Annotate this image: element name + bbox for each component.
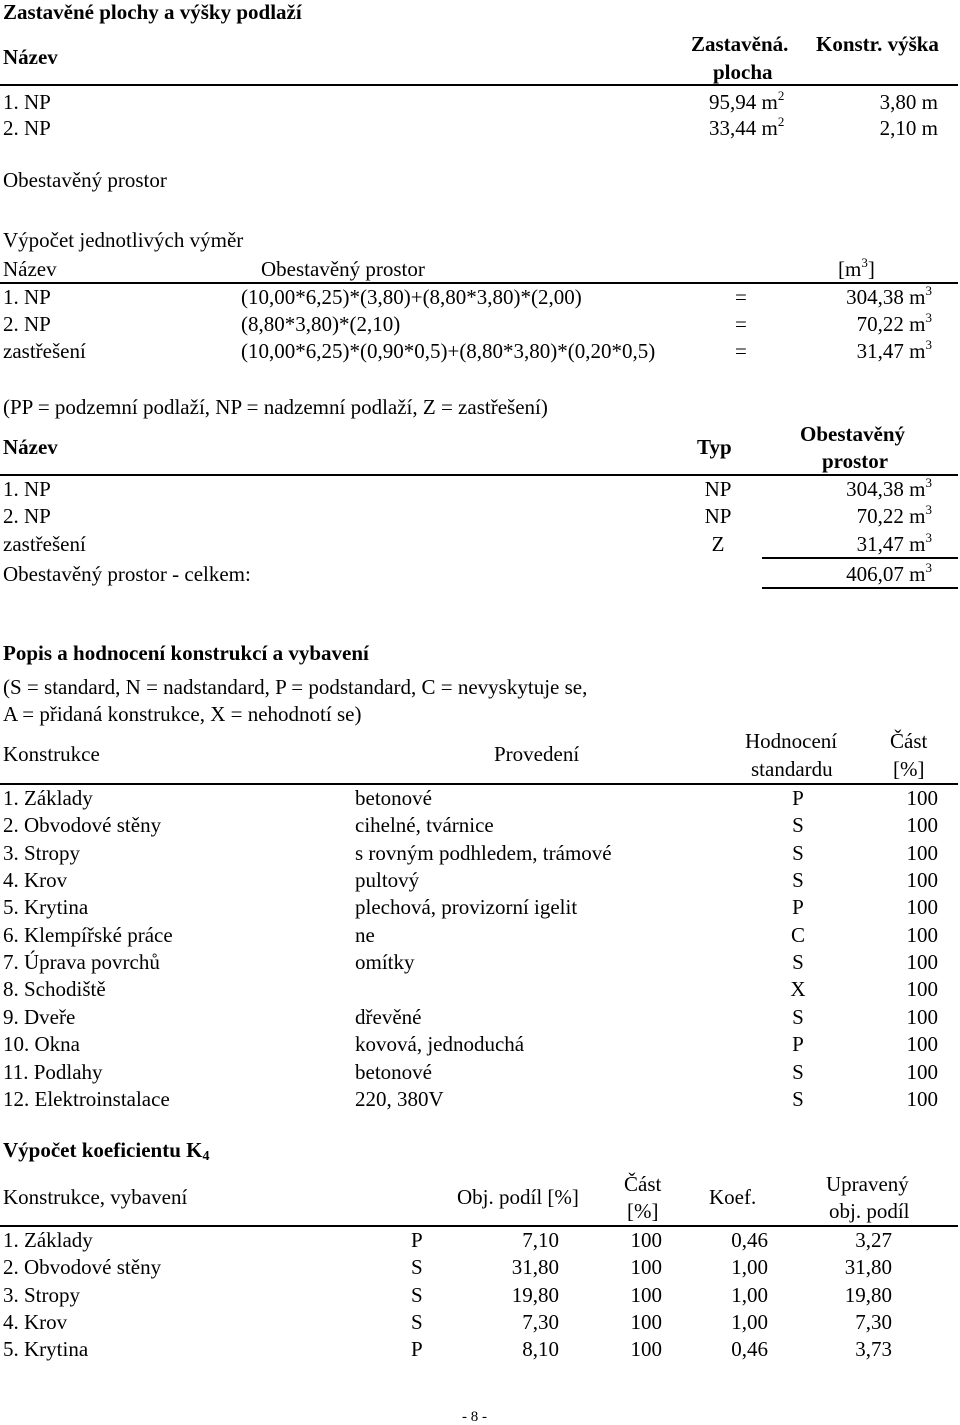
col-header-name: Název — [3, 257, 57, 281]
structure-row-share: 100 — [906, 1004, 938, 1029]
structure-row-share: 100 — [906, 895, 938, 920]
col-header-space-line2: prostor — [822, 449, 889, 473]
col-header-rating-line1: Hodnocení — [745, 729, 838, 753]
col-header-share-line2: [%] — [627, 1199, 659, 1223]
structure-row-rating: P — [792, 786, 804, 810]
coef-row-adjusted: 19,80 — [844, 1282, 892, 1307]
calc-row-value: 70,22 $m^3$ — [856, 310, 932, 336]
coef-row-coef: 1,00 — [731, 1309, 768, 1334]
area-row-height: 3,80 m — [879, 90, 938, 114]
structure-row-rating: X — [790, 977, 806, 1002]
structure-row-execution: s rovným podhledem, trámové — [355, 840, 612, 865]
structure-row-name: 1. Základy — [3, 786, 93, 810]
summary-row-name: zastřešení — [3, 532, 86, 556]
section-title-built-up-areas: Zastavěné plochy a výšky podlaží — [3, 0, 302, 24]
rating-legend-line2: A = přidaná konstrukce, X = nehodnotí se) — [3, 702, 362, 726]
calc-row-value: 31,47 $m^3$ — [856, 337, 932, 363]
coef-row-rating: P — [411, 1337, 423, 1362]
total-rule — [762, 587, 958, 589]
structure-row-name: 6. Klempířské práce — [3, 922, 173, 947]
coef-row-coef: 1,00 — [731, 1255, 768, 1280]
col-header-share-line1: Část — [624, 1172, 662, 1196]
structure-row-share: 100 — [906, 813, 938, 838]
floor-type-legend: (PP = podzemní podlaží, NP = nadzemní podlaží, Z = zastřešení) — [3, 395, 548, 419]
coef-row-obj-share: 7,10 — [522, 1228, 559, 1252]
coef-row-obj-share: 8,10 — [522, 1337, 559, 1362]
structure-row-execution: dřevěné — [355, 1004, 422, 1029]
coef-row-name: 5. Krytina — [3, 1337, 89, 1362]
structure-row-share: 100 — [906, 786, 938, 810]
structure-row-share: 100 — [906, 840, 938, 865]
coef-row-coef: 1,00 — [731, 1282, 768, 1307]
summary-row-type: NP — [704, 504, 732, 528]
col-header-construction: Konstrukce — [3, 742, 100, 766]
rating-legend-line1: (S = standard, N = nadstandard, P = podstandard, C = nevyskytuje se, — [3, 675, 588, 699]
structure-row-rating: S — [792, 1004, 804, 1029]
section-title-structures: Popis a hodnocení konstrukcí a vybavení — [3, 641, 369, 665]
structure-row-rating: P — [792, 1032, 804, 1057]
header-rule — [0, 474, 958, 476]
structure-row-rating: S — [792, 813, 804, 838]
col-header-coef: Koef. — [709, 1185, 757, 1209]
coef-row-coef: 0,46 — [731, 1337, 768, 1362]
calc-row-name: zastřešení — [3, 339, 86, 363]
col-header-name: Název — [3, 435, 58, 459]
col-header-share-line1: Část — [890, 729, 928, 753]
summary-row-value: 70,22 $m^3$ — [856, 502, 932, 528]
structure-row-share: 100 — [906, 950, 938, 975]
structure-row-rating: S — [792, 1086, 804, 1111]
col-header-obj-share: Obj. podíl [%] — [457, 1185, 579, 1209]
coef-row-name: 2. Obvodové stěny — [3, 1255, 162, 1280]
coef-row-adjusted: 7,30 — [855, 1309, 892, 1334]
header-rule — [0, 282, 958, 284]
calc-row-equals: = — [735, 285, 747, 309]
col-header-execution: Provedení — [494, 742, 580, 766]
summary-row-name: 2. NP — [3, 504, 51, 528]
total-value: 406,07 $m^3$ — [846, 560, 932, 586]
area-row-name: 1. NP — [3, 90, 51, 114]
calc-row-name: 2. NP — [3, 312, 51, 336]
structure-row-execution: ne — [355, 922, 375, 947]
area-row-height: 2,10 m — [879, 116, 938, 140]
structure-row-rating: P — [792, 895, 804, 920]
structure-row-execution: betonové — [355, 1059, 432, 1084]
col-header-share-line2: [%] — [893, 757, 925, 781]
structure-row-share: 100 — [906, 922, 938, 947]
structure-row-rating: S — [792, 868, 804, 893]
coef-row-name: 3. Stropy — [3, 1282, 81, 1307]
structure-row-name: 9. Dveře — [3, 1004, 76, 1029]
structure-row-share: 100 — [906, 868, 938, 893]
summary-row-type: NP — [704, 477, 732, 501]
col-header-height: Konstr. výška — [816, 32, 939, 56]
section-title-coefficient: Výpočet koeficientu $K_4$ — [3, 1138, 210, 1164]
coef-row-coef: 0,46 — [731, 1228, 768, 1252]
structure-row-name: 7. Úprava povrchů — [3, 950, 160, 975]
coef-row-share: 100 — [630, 1309, 662, 1334]
subsection-title-calculation: Výpočet jednotlivých výměr — [3, 228, 244, 252]
col-header-area-line1: Zastavěná. — [691, 32, 789, 56]
structure-row-name: 8. Schodiště — [3, 977, 106, 1002]
area-row-value: 95,94 $m^2$ — [709, 88, 785, 114]
col-header-type: Typ — [697, 435, 732, 459]
coef-row-share: 100 — [630, 1282, 662, 1307]
coef-row-adjusted: 31,80 — [844, 1255, 892, 1280]
sum-rule — [762, 557, 958, 559]
structure-row-name: 5. Krytina — [3, 895, 89, 920]
structure-row-execution: pultový — [355, 868, 420, 893]
coef-row-name: 1. Základy — [3, 1228, 93, 1252]
structure-row-execution: betonové — [355, 786, 432, 810]
structure-row-execution: kovová, jednoduchá — [355, 1032, 525, 1057]
structure-row-name: 10. Okna — [3, 1032, 80, 1057]
calc-row-formula: (8,80*3,80)*(2,10) — [241, 312, 401, 336]
structure-row-rating: S — [792, 1059, 804, 1084]
structure-row-name: 2. Obvodové stěny — [3, 813, 162, 838]
col-header-unit: $[m^3]$ — [838, 255, 875, 281]
coef-row-obj-share: 19,80 — [511, 1282, 559, 1307]
structure-row-name: 3. Stropy — [3, 840, 81, 865]
structure-row-name: 4. Krov — [3, 868, 68, 893]
coef-row-rating: P — [411, 1228, 423, 1252]
col-header-space: Obestavěný prostor — [261, 257, 425, 281]
coef-row-rating: S — [411, 1255, 423, 1280]
structure-row-name: 11. Podlahy — [3, 1059, 103, 1084]
structure-row-execution: 220, 380V — [355, 1086, 444, 1111]
structure-row-execution: cihelné, tvárnice — [355, 813, 494, 838]
calc-row-equals: = — [735, 312, 747, 336]
coef-row-rating: S — [411, 1309, 423, 1334]
coef-row-obj-share: 31,80 — [511, 1255, 559, 1280]
coef-row-obj-share: 7,30 — [522, 1309, 559, 1334]
calc-row-equals: = — [735, 339, 747, 363]
structure-row-rating: C — [790, 922, 805, 947]
col-header-rating-line2: standardu — [751, 757, 833, 781]
structure-row-execution: plechová, provizorní igelit — [355, 895, 578, 920]
calc-row-name: 1. NP — [3, 285, 51, 309]
structure-row-name: 12. Elektroinstalace — [3, 1086, 170, 1111]
total-label: Obestavěný prostor - celkem: — [3, 562, 251, 586]
summary-row-name: 1. NP — [3, 477, 51, 501]
col-header-adjusted-line1: Upravený — [826, 1172, 909, 1196]
coef-row-share: 100 — [630, 1337, 662, 1362]
area-row-name: 2. NP — [3, 116, 51, 140]
coef-row-adjusted: 3,27 — [855, 1228, 892, 1252]
calc-row-formula: (10,00*6,25)*(0,90*0,5)+(8,80*3,80)*(0,20*0,5) — [241, 339, 656, 363]
structure-row-share: 100 — [906, 1059, 938, 1084]
calc-row-formula: (10,00*6,25)*(3,80)+(8,80*3,80)*(2,00) — [241, 285, 582, 309]
structure-row-rating: S — [792, 840, 804, 865]
section-title-enclosed-space: Obestavěný prostor — [3, 168, 167, 192]
header-rule — [0, 84, 958, 86]
calc-row-value: 304,38 $m^3$ — [846, 283, 932, 309]
header-rule — [0, 783, 958, 785]
coef-row-name: 4. Krov — [3, 1309, 68, 1334]
summary-row-value: 304,38 $m^3$ — [846, 475, 932, 501]
col-header-name: Název — [3, 45, 58, 69]
col-header-area-line2: plocha — [713, 60, 773, 84]
page-number: - 8 - — [462, 1409, 487, 1425]
coef-row-adjusted: 3,73 — [855, 1337, 892, 1362]
header-rule — [0, 1225, 958, 1227]
summary-row-type: Z — [711, 532, 725, 556]
coef-row-share: 100 — [630, 1255, 662, 1280]
structure-row-execution: omítky — [355, 950, 415, 975]
structure-row-rating: S — [792, 950, 804, 975]
area-row-value: 33,44 $m^2$ — [709, 114, 785, 140]
col-header-adjusted-line2: obj. podíl — [829, 1199, 910, 1223]
col-header-construction: Konstrukce, vybavení — [3, 1185, 188, 1209]
coef-row-share: 100 — [630, 1228, 662, 1252]
structure-row-share: 100 — [906, 1086, 938, 1111]
structure-row-share: 100 — [906, 1032, 938, 1057]
coef-row-rating: S — [411, 1282, 423, 1307]
structure-row-share: 100 — [906, 977, 938, 1002]
col-header-space-line1: Obestavěný — [800, 422, 905, 446]
summary-row-value: 31,47 $m^3$ — [856, 530, 932, 556]
